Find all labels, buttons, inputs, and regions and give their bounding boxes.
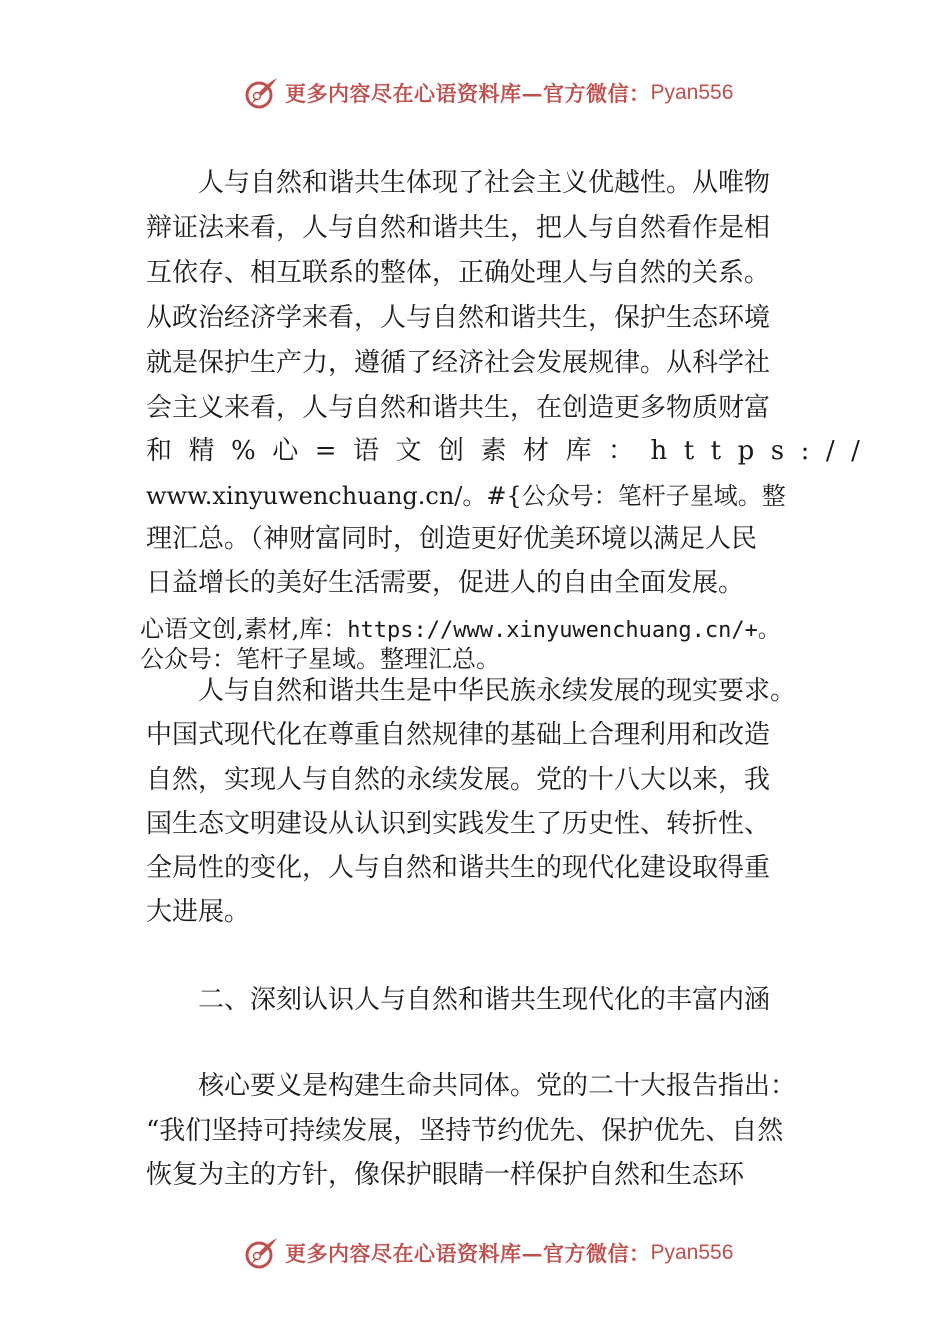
text-line: 自然，实现人与自然的永续发展。党的十八大以来，我 [146, 765, 771, 795]
text-line: 国生态文明建设从认识到实践发生了历史性、转折性、 [146, 809, 771, 839]
text-line: 人与自然和谐共生是中华民族永续发展的现实要求。 [198, 676, 797, 706]
text-line: “我们坚持可持续发展，坚持节约优先、保护优先、自然 [146, 1116, 784, 1146]
text-line: 就是保护生产力，遵循了经济社会发展规律。从科学社 [146, 348, 771, 378]
text-line: 全局性的变化，人与自然和谐共生的现代化建设取得重 [146, 853, 771, 883]
text-line: 恢复为主的方针，像保护眼睛一样保护自然和生态环 [146, 1160, 745, 1190]
insert-url: https://www.xinyuwenchuang.cn/+。 [347, 618, 780, 643]
text-line: 会主义来看，人与自然和谐共生，在创造更多物质财富 [146, 393, 771, 423]
text-line: 大进展。 [146, 897, 251, 927]
header-watermark-banner [243, 73, 763, 113]
text-line: 辩证法来看，人与自然和谐共生，把人与自然看作是相 [146, 213, 771, 243]
footer-watermark-banner [243, 1233, 763, 1273]
text-line: 日益增长的美好生活需要，促进人的自由全面发展。 [146, 568, 745, 598]
text-line: 核心要义是构建生命共同体。党的二十大报告指出： [198, 1071, 797, 1101]
insert-prefix: 心语文创,素材,库： [140, 615, 348, 643]
quill-logo-icon [243, 1235, 279, 1271]
text-line: www.xinyuwenchuang.cn/。#{公众号：笔杆子星域。整 [146, 482, 786, 510]
text-line: 和精%心=语文创素材库：https:// [146, 436, 877, 466]
text-line: 中国式现代化在尊重自然规律的基础上合理利用和改造 [146, 720, 771, 750]
quill-logo-icon [243, 75, 279, 111]
banner-text: 更多内容尽在心语资料库—官方微信： [285, 81, 651, 106]
banner-text: 更多内容尽在心语资料库—官方微信： [285, 1241, 651, 1266]
banner-wechat-id: Pyan556 [650, 81, 734, 104]
insert-line-2: 公众号：笔杆子星域。整理汇总。 [140, 645, 500, 673]
text-line: 人与自然和谐共生体现了社会主义优越性。从唯物 [198, 168, 771, 198]
text-line: 互依存、相互联系的整体，正确处理人与自然的关系。 [146, 258, 771, 288]
insert-line-1 [140, 614, 780, 646]
section-heading: 二、深刻认识人与自然和谐共生现代化的丰富内涵 [198, 985, 771, 1015]
text-line: 理汇总。（神财富同时，创造更好优美环境以满足人民 [146, 524, 758, 554]
banner-wechat-id: Pyan556 [650, 1241, 734, 1264]
text-line: 从政治经济学来看，人与自然和谐共生，保护生态环境 [146, 303, 771, 333]
